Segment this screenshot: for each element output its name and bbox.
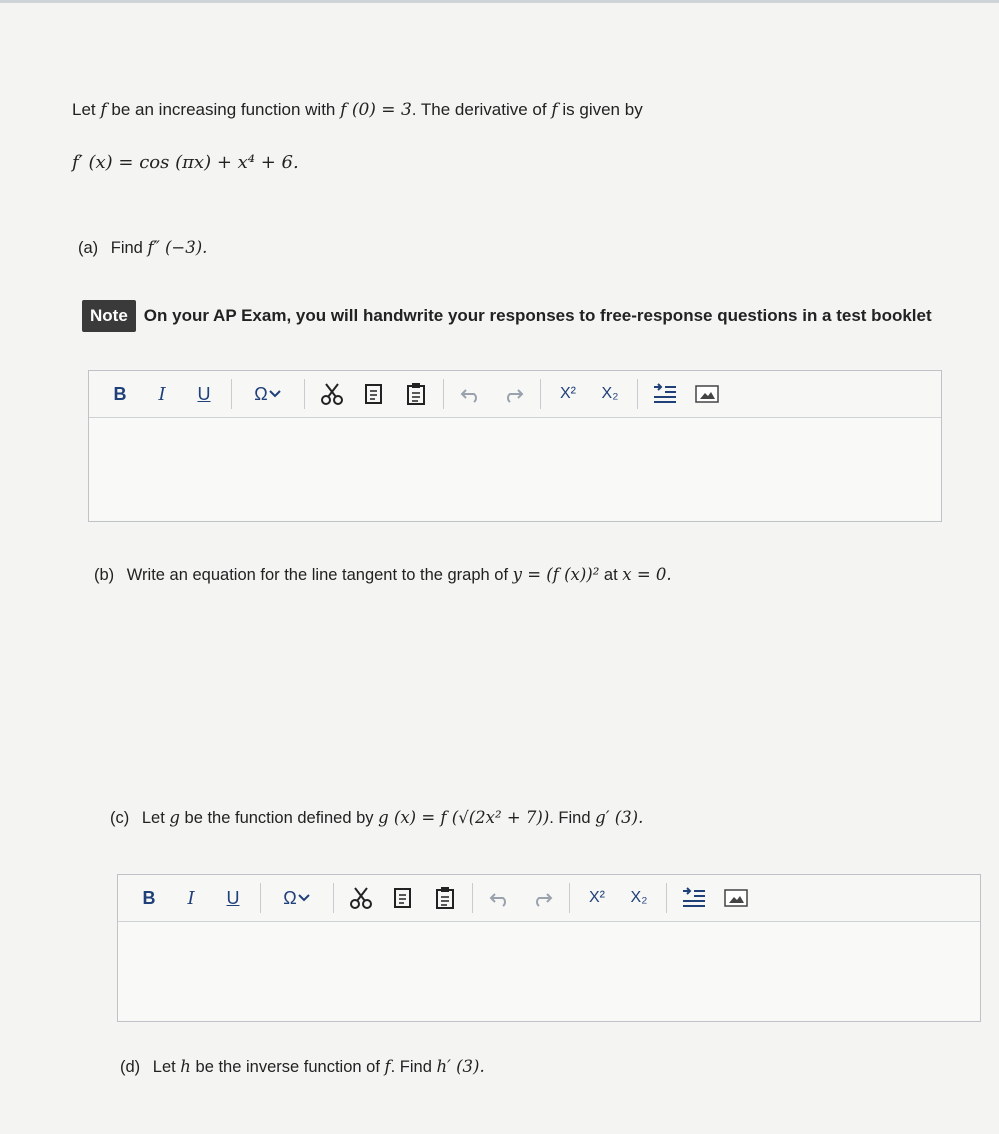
chevron-down-icon	[268, 389, 282, 399]
response-text-area[interactable]	[118, 922, 980, 1020]
chevron-down-icon	[297, 893, 311, 903]
problem-intro: Let f be an increasing function with f (0) = 3. The derivative of f is given by	[72, 100, 643, 120]
exam-note	[82, 300, 942, 332]
derivative-formula: f′ (x) = cos (πx) + x⁴ + 6.	[72, 152, 299, 173]
toolbar-divider	[472, 883, 473, 913]
part-c-question: (c) Let g be the function defined by g (x) = f (√(2x² + 7)). Find g′ (3).	[110, 808, 644, 827]
part-a-question: (a) Find f″ (−3).	[78, 238, 208, 257]
undo-button[interactable]	[481, 883, 519, 913]
subscript-button[interactable]: X₂	[630, 889, 648, 906]
part-b-question: (b) Write an equation for the line tangent to the graph of y = (f (x))² at x = 0.	[94, 565, 672, 584]
insert-image-button[interactable]	[688, 379, 726, 409]
undo-button[interactable]	[452, 379, 490, 409]
note-text: On your AP Exam, you will handwrite your responses to free-response questions in a test booklet	[143, 306, 932, 325]
toolbar-divider	[666, 883, 667, 913]
undo-icon	[460, 385, 482, 403]
redo-icon	[531, 889, 553, 907]
image-icon	[724, 889, 748, 907]
editor-toolbar	[89, 371, 941, 418]
response-text-area[interactable]	[89, 418, 941, 520]
toolbar-divider	[260, 883, 261, 913]
toolbar-divider	[333, 883, 334, 913]
toolbar-divider	[637, 379, 638, 409]
undo-icon	[489, 889, 511, 907]
bold-button[interactable]: B	[113, 383, 127, 404]
redo-button[interactable]	[494, 379, 532, 409]
italic-button[interactable]: I	[187, 887, 195, 909]
response-editor-c	[117, 874, 981, 1022]
toolbar-divider	[540, 379, 541, 409]
paste-button[interactable]	[397, 379, 435, 409]
editor-toolbar	[118, 875, 980, 922]
image-icon	[695, 385, 719, 403]
italic-button[interactable]: I	[158, 383, 166, 405]
toolbar-divider	[569, 883, 570, 913]
toolbar-divider	[443, 379, 444, 409]
superscript-button[interactable]: X²	[560, 385, 576, 402]
cut-button[interactable]	[313, 379, 351, 409]
copy-icon	[363, 382, 385, 406]
subscript-button[interactable]: X₂	[601, 385, 619, 402]
paste-button[interactable]	[426, 883, 464, 913]
response-editor-a	[88, 370, 942, 522]
special-character-dropdown[interactable]: Ω	[240, 379, 296, 409]
cut-button[interactable]	[342, 883, 380, 913]
note-badge: Note	[82, 300, 136, 332]
special-character-dropdown[interactable]: Ω	[269, 883, 325, 913]
underline-button[interactable]: U	[197, 383, 211, 404]
underline-button[interactable]: U	[226, 887, 240, 908]
superscript-button[interactable]: X²	[589, 889, 605, 906]
clipboard-icon	[405, 382, 427, 406]
copy-button[interactable]	[384, 883, 422, 913]
indent-button[interactable]	[675, 883, 713, 913]
scissors-icon	[320, 382, 344, 406]
indent-button[interactable]	[646, 379, 684, 409]
insert-image-button[interactable]	[717, 883, 755, 913]
top-border	[0, 0, 999, 3]
toolbar-divider	[231, 379, 232, 409]
copy-button[interactable]	[355, 379, 393, 409]
part-d-question: (d) Let h be the inverse function of f. Find h′ (3).	[120, 1057, 485, 1076]
indent-icon	[652, 383, 678, 405]
redo-icon	[502, 385, 524, 403]
indent-icon	[681, 887, 707, 909]
scissors-icon	[349, 886, 373, 910]
toolbar-divider	[304, 379, 305, 409]
redo-button[interactable]	[523, 883, 561, 913]
clipboard-icon	[434, 886, 456, 910]
bold-button[interactable]: B	[142, 887, 156, 908]
copy-icon	[392, 886, 414, 910]
